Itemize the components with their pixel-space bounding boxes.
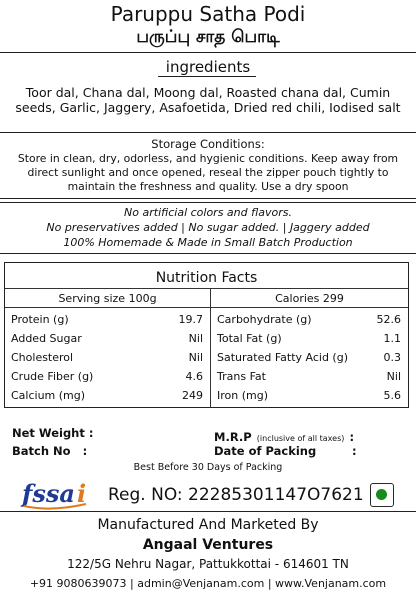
ingredients-text: Toor dal, Chana dal, Moong dal, Roasted chana dal, Cumin seeds, Garlic, Jaggery, Asafoetida, Dried red chili, Iodised salt — [15, 85, 401, 115]
storage-heading: Storage Conditions: — [151, 137, 265, 151]
nutrient-label: Calcium (mg) — [11, 389, 86, 402]
manufactured-by: Manufactured And Marketed By — [97, 517, 319, 533]
svg-text:i: i — [77, 479, 87, 508]
nutrition-title: Nutrition Facts — [155, 270, 258, 286]
divider — [0, 253, 416, 254]
storage-text: Store in clean, dry, odorless, and hygienic conditions. Keep away from direct sunlight and once opened, reseal the zipper pouch tightly to maintain the freshness and quality. Use a dry spoon — [17, 152, 399, 193]
note-line: No artificial colors and flavors. — [124, 206, 292, 219]
ingredients-heading: ingredients — [165, 58, 251, 76]
nutrient-value: Nil — [386, 370, 401, 383]
serving-size: Serving size 100g — [58, 292, 157, 305]
divider — [0, 511, 416, 512]
manufacturer-address: 122/5G Nehru Nagar, Pattukkottai - 614601 TN — [67, 557, 349, 571]
nutrient-value: 5.6 — [383, 389, 401, 402]
product-title-tamil: பருப்பு சாத பொடி — [136, 27, 280, 47]
svg-text:fssa: fssa — [22, 479, 75, 508]
nutrient-value: 249 — [182, 389, 203, 402]
best-before: Best Before 30 Days of Packing — [133, 462, 283, 473]
mrp-note: (inclusive of all taxes) — [256, 434, 345, 443]
batch-no-label: Batch No : — [12, 444, 88, 458]
nutrient-label: Crude Fiber (g) — [11, 370, 94, 383]
nutrient-label: Carbohydrate (g) — [217, 313, 312, 326]
divider — [0, 198, 416, 199]
calories: Calories 299 — [275, 292, 344, 305]
divider — [0, 132, 416, 133]
nutrient-value: 0.3 — [383, 351, 401, 364]
nutrient-value: Nil — [188, 351, 203, 364]
note-line: 100% Homemade & Made in Small Batch Production — [63, 236, 353, 249]
veg-mark-icon — [370, 483, 394, 507]
nutrient-label: Iron (mg) — [217, 389, 269, 402]
fssai-reg-number: Reg. NO: 22285301147O7621 — [108, 485, 364, 505]
ingredients-underline — [158, 76, 256, 77]
nutrient-label: Protein (g) — [11, 313, 69, 326]
divider — [0, 52, 416, 53]
nutrient-label: Added Sugar — [11, 332, 82, 345]
nutrient-label: Cholesterol — [11, 351, 74, 364]
nutrition-facts-box — [4, 262, 409, 408]
nutrient-value: 4.6 — [185, 370, 203, 383]
nutrient-label: Total Fat (g) — [217, 332, 282, 345]
nutrient-label: Saturated Fatty Acid (g) — [217, 351, 349, 364]
nutrient-value: Nil — [188, 332, 203, 345]
manufacturer-contact: +91 9080639073 | admin@Venjanam.com | www.Venjanam.com — [29, 577, 387, 590]
fssai-logo — [20, 478, 92, 512]
nutrient-value: 19.7 — [178, 313, 203, 326]
nutrient-value: 1.1 — [383, 332, 401, 345]
mrp-label: M.R.P (inclusive of all taxes) : — [214, 430, 355, 444]
nutrient-value: 52.6 — [376, 313, 401, 326]
divider — [0, 202, 416, 203]
product-title: Paruppu Satha Podi — [110, 2, 306, 26]
manufacturer-name: Angaal Ventures — [142, 537, 274, 553]
date-colon: : — [352, 444, 357, 458]
nutrient-label: Trans Fat — [217, 370, 266, 383]
note-line: No preservatives added | No sugar added. | Jaggery added — [46, 221, 370, 234]
net-weight-label: Net Weight : — [12, 426, 94, 440]
date-of-packing-label: Date of Packing — [214, 444, 317, 458]
